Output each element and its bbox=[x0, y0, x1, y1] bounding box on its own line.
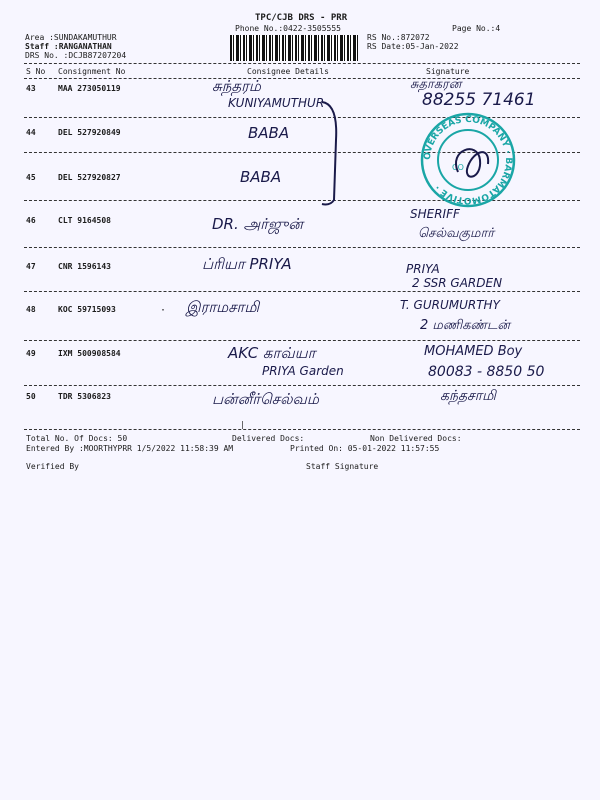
delivered-docs: Delivered Docs: bbox=[232, 434, 305, 443]
row-divider bbox=[24, 247, 580, 248]
company-stamp bbox=[418, 110, 518, 210]
row-sno: 50 bbox=[26, 392, 36, 401]
consignee-handwriting: BABA bbox=[240, 168, 282, 186]
row-divider bbox=[24, 340, 580, 341]
col-consignee: Consignee Details bbox=[247, 67, 329, 76]
row-consignment: CLT 9164508 bbox=[58, 216, 111, 225]
verified-by: Verified By bbox=[26, 462, 79, 471]
row-sno: 47 bbox=[26, 262, 36, 271]
signature-handwriting-line2: செல்வகுமார் bbox=[418, 226, 495, 241]
signature-handwriting: PRIYA bbox=[406, 262, 440, 276]
row-consignment: KOC 59715093 bbox=[58, 305, 116, 314]
consignee-handwriting: ப்ரியா PRIYA bbox=[202, 255, 292, 273]
dot-mark: · bbox=[160, 305, 167, 316]
consignee-handwriting: சுந்தரம் bbox=[212, 77, 261, 95]
area-label: Area :SUNDAKAMUTHUR bbox=[25, 33, 117, 42]
stamp-center: CO bbox=[452, 163, 464, 172]
row-sno: 45 bbox=[26, 173, 36, 182]
signature-handwriting-line2: 2 மணிகண்டன் bbox=[420, 318, 511, 333]
signature-handwriting: MOHAMED Boy bbox=[424, 344, 523, 359]
entered-by: Entered By :MOORTHYPRR 1/5/2022 11:58:39 AM bbox=[26, 444, 234, 453]
tick-mark: | bbox=[240, 420, 245, 429]
row-sno: 44 bbox=[26, 128, 36, 137]
row-sno: 46 bbox=[26, 216, 36, 225]
header-rule bbox=[24, 63, 580, 64]
consignee-handwriting-line2: KUNIYAMUTHUR bbox=[228, 96, 325, 110]
col-sno: S No bbox=[26, 67, 46, 76]
signature-handwriting: கந்தசாமி bbox=[440, 388, 496, 404]
barcode bbox=[230, 35, 358, 61]
row-consignment: DEL 527920827 bbox=[58, 173, 121, 182]
consignee-handwriting: DR. அர்ஜுன் bbox=[212, 215, 303, 233]
signature-handwriting-line2: 80083 - 8850 50 bbox=[428, 364, 545, 380]
header-rule-bottom bbox=[24, 78, 580, 79]
non-delivered-docs: Non Delivered Docs: bbox=[370, 434, 462, 443]
row-consignment: MAA 273050119 bbox=[58, 84, 121, 93]
signature-handwriting: SHERIFF bbox=[410, 207, 460, 221]
signature-handwriting: T. GURUMURTHY bbox=[400, 298, 500, 312]
signature-phone: 88255 71461 bbox=[422, 90, 536, 110]
row-divider bbox=[24, 385, 580, 386]
col-consignment: Consignment No bbox=[58, 67, 126, 76]
consignee-handwriting: இராமசாமி bbox=[186, 298, 260, 316]
consignee-handwriting: AKC காவ்யா bbox=[228, 344, 316, 362]
row-consignment: DEL 527920849 bbox=[58, 128, 121, 137]
drs-number: DRS No. :DCJB87207204 bbox=[25, 51, 127, 60]
consignee-handwriting: பன்னீர்செல்வம் bbox=[212, 390, 319, 408]
consignee-handwriting: BABA bbox=[248, 124, 290, 142]
row-sno: 49 bbox=[26, 349, 36, 358]
staff-signature: Staff Signature bbox=[306, 462, 379, 471]
bracket-mark bbox=[320, 100, 340, 210]
report-title: TPC/CJB DRS - PRR bbox=[255, 13, 348, 23]
row-consignment: IXM 500908584 bbox=[58, 349, 121, 358]
printed-on: Printed On: 05-01-2022 11:57:55 bbox=[290, 444, 440, 453]
signature-handwriting-line2: 2 SSR GARDEN bbox=[412, 276, 503, 290]
staff-label: Staff :RANGANATHAN bbox=[25, 42, 112, 51]
row-sno: 43 bbox=[26, 84, 36, 93]
signature-handwriting: சுதாகரன் bbox=[410, 77, 462, 92]
col-signature: Signature bbox=[426, 67, 470, 76]
rs-number: RS No.:872072 bbox=[367, 33, 430, 42]
phone-number: Phone No.:0422-3505555 bbox=[235, 24, 341, 33]
row-sno: 48 bbox=[26, 305, 36, 314]
row-consignment: CNR 1596143 bbox=[58, 262, 111, 271]
total-docs: Total No. Of Docs: 50 bbox=[26, 434, 128, 443]
stamp-text: OVERSEAS COMPANY · BARMATOMOTIVE · bbox=[422, 114, 514, 206]
row-consignment: TDR 5306823 bbox=[58, 392, 111, 401]
rs-date: RS Date:05-Jan-2022 bbox=[367, 42, 459, 51]
consignee-handwriting-line2: PRIYA Garden bbox=[262, 364, 344, 378]
page-number: Page No.:4 bbox=[452, 24, 501, 33]
row-divider bbox=[24, 291, 580, 292]
footer-rule bbox=[24, 429, 580, 430]
svg-text:OVERSEAS COMPANY · BARMATOMOTI bbox=[423, 115, 513, 205]
